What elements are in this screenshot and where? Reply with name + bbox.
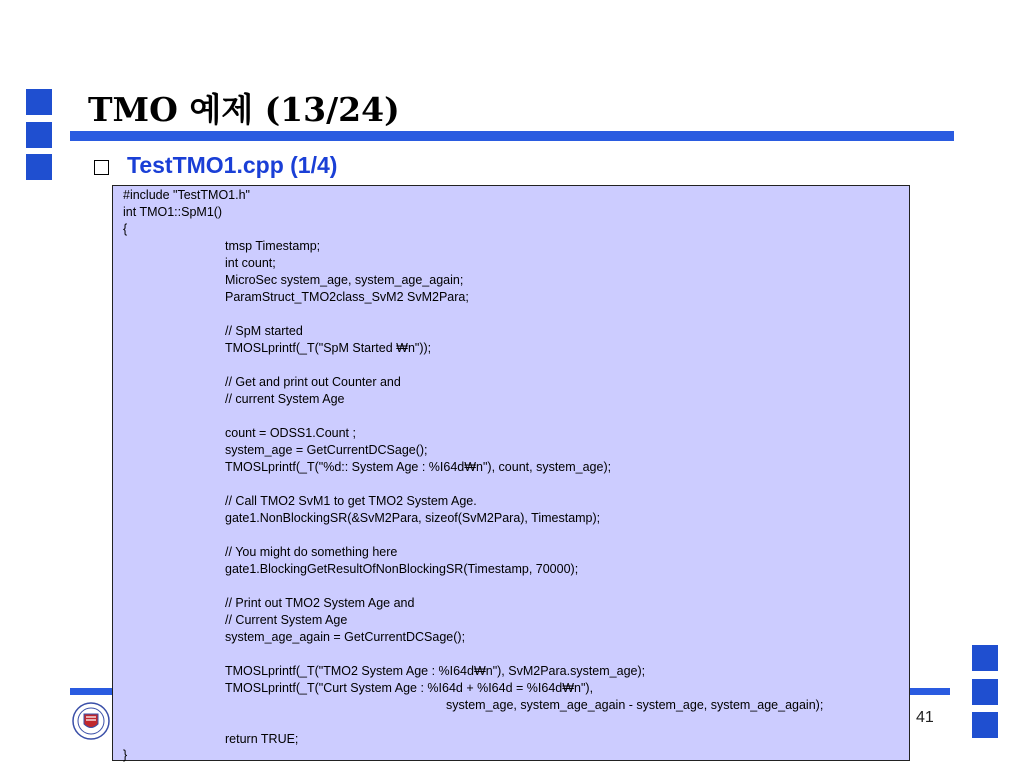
decor-square-right-3	[972, 712, 998, 738]
decor-square-right-1	[972, 645, 998, 671]
code-line: int count;	[225, 256, 276, 270]
code-line: system_age_again = GetCurrentDCSage();	[225, 630, 466, 644]
code-line: system_age = GetCurrentDCSage();	[225, 443, 428, 457]
code-line: // Get and print out Counter and	[225, 375, 401, 389]
code-line: // current System Age	[225, 392, 345, 406]
slide-title: TMO 예제 (13/24)	[88, 90, 400, 129]
decor-square-left-2	[26, 122, 52, 148]
decor-square-right-2	[972, 679, 998, 705]
code-line: MicroSec system_age, system_age_again;	[225, 273, 464, 287]
code-listing	[112, 185, 910, 761]
code-line: {	[123, 222, 128, 236]
code-line: #include "TestTMO1.h"	[123, 188, 250, 202]
code-line: // Call TMO2 SvM1 to get TMO2 System Age.	[225, 494, 477, 508]
code-line: count = ODSS1.Count ;	[225, 426, 356, 440]
code-line: int TMO1::SpM1()	[123, 205, 223, 219]
code-line: // Print out TMO2 System Age and	[225, 596, 415, 610]
decor-square-left-1	[26, 89, 52, 115]
decor-square-left-3	[26, 154, 52, 180]
slide-subtitle: TestTMO1.cpp (1/4)	[127, 152, 338, 178]
code-line: gate1.NonBlockingSR(&SvM2Para, sizeof(SvM2Para), Timestamp);	[225, 511, 601, 525]
code-line: TMOSLprintf(_T("TMO2 System Age : %I64d₩n"), SvM2Para.system_age);	[225, 664, 646, 678]
university-seal-icon	[72, 702, 110, 740]
code-line: ParamStruct_TMO2class_SvM2 SvM2Para;	[225, 290, 469, 304]
code-line: tmsp Timestamp;	[225, 239, 321, 253]
bullet-square-icon	[94, 160, 109, 175]
code-line: TMOSLprintf(_T("%d:: System Age : %I64d₩n"), count, system_age);	[225, 460, 612, 474]
page-number: 41	[916, 709, 934, 726]
code-line: // SpM started	[225, 324, 303, 338]
code-line: // You might do something here	[225, 545, 398, 559]
code-line: system_age, system_age_again - system_age, system_age_again);	[446, 698, 824, 712]
code-line: gate1.BlockingGetResultOfNonBlockingSR(Timestamp, 70000);	[225, 562, 579, 576]
code-line: TMOSLprintf(_T("Curt System Age : %I64d + %I64d = %I64d₩n"),	[225, 681, 594, 695]
code-line: }	[123, 748, 128, 762]
code-line: return TRUE;	[225, 732, 299, 746]
code-line: TMOSLprintf(_T("SpM Started ₩n"));	[225, 341, 432, 355]
title-underline	[70, 131, 954, 141]
code-line: // Current System Age	[225, 613, 348, 627]
